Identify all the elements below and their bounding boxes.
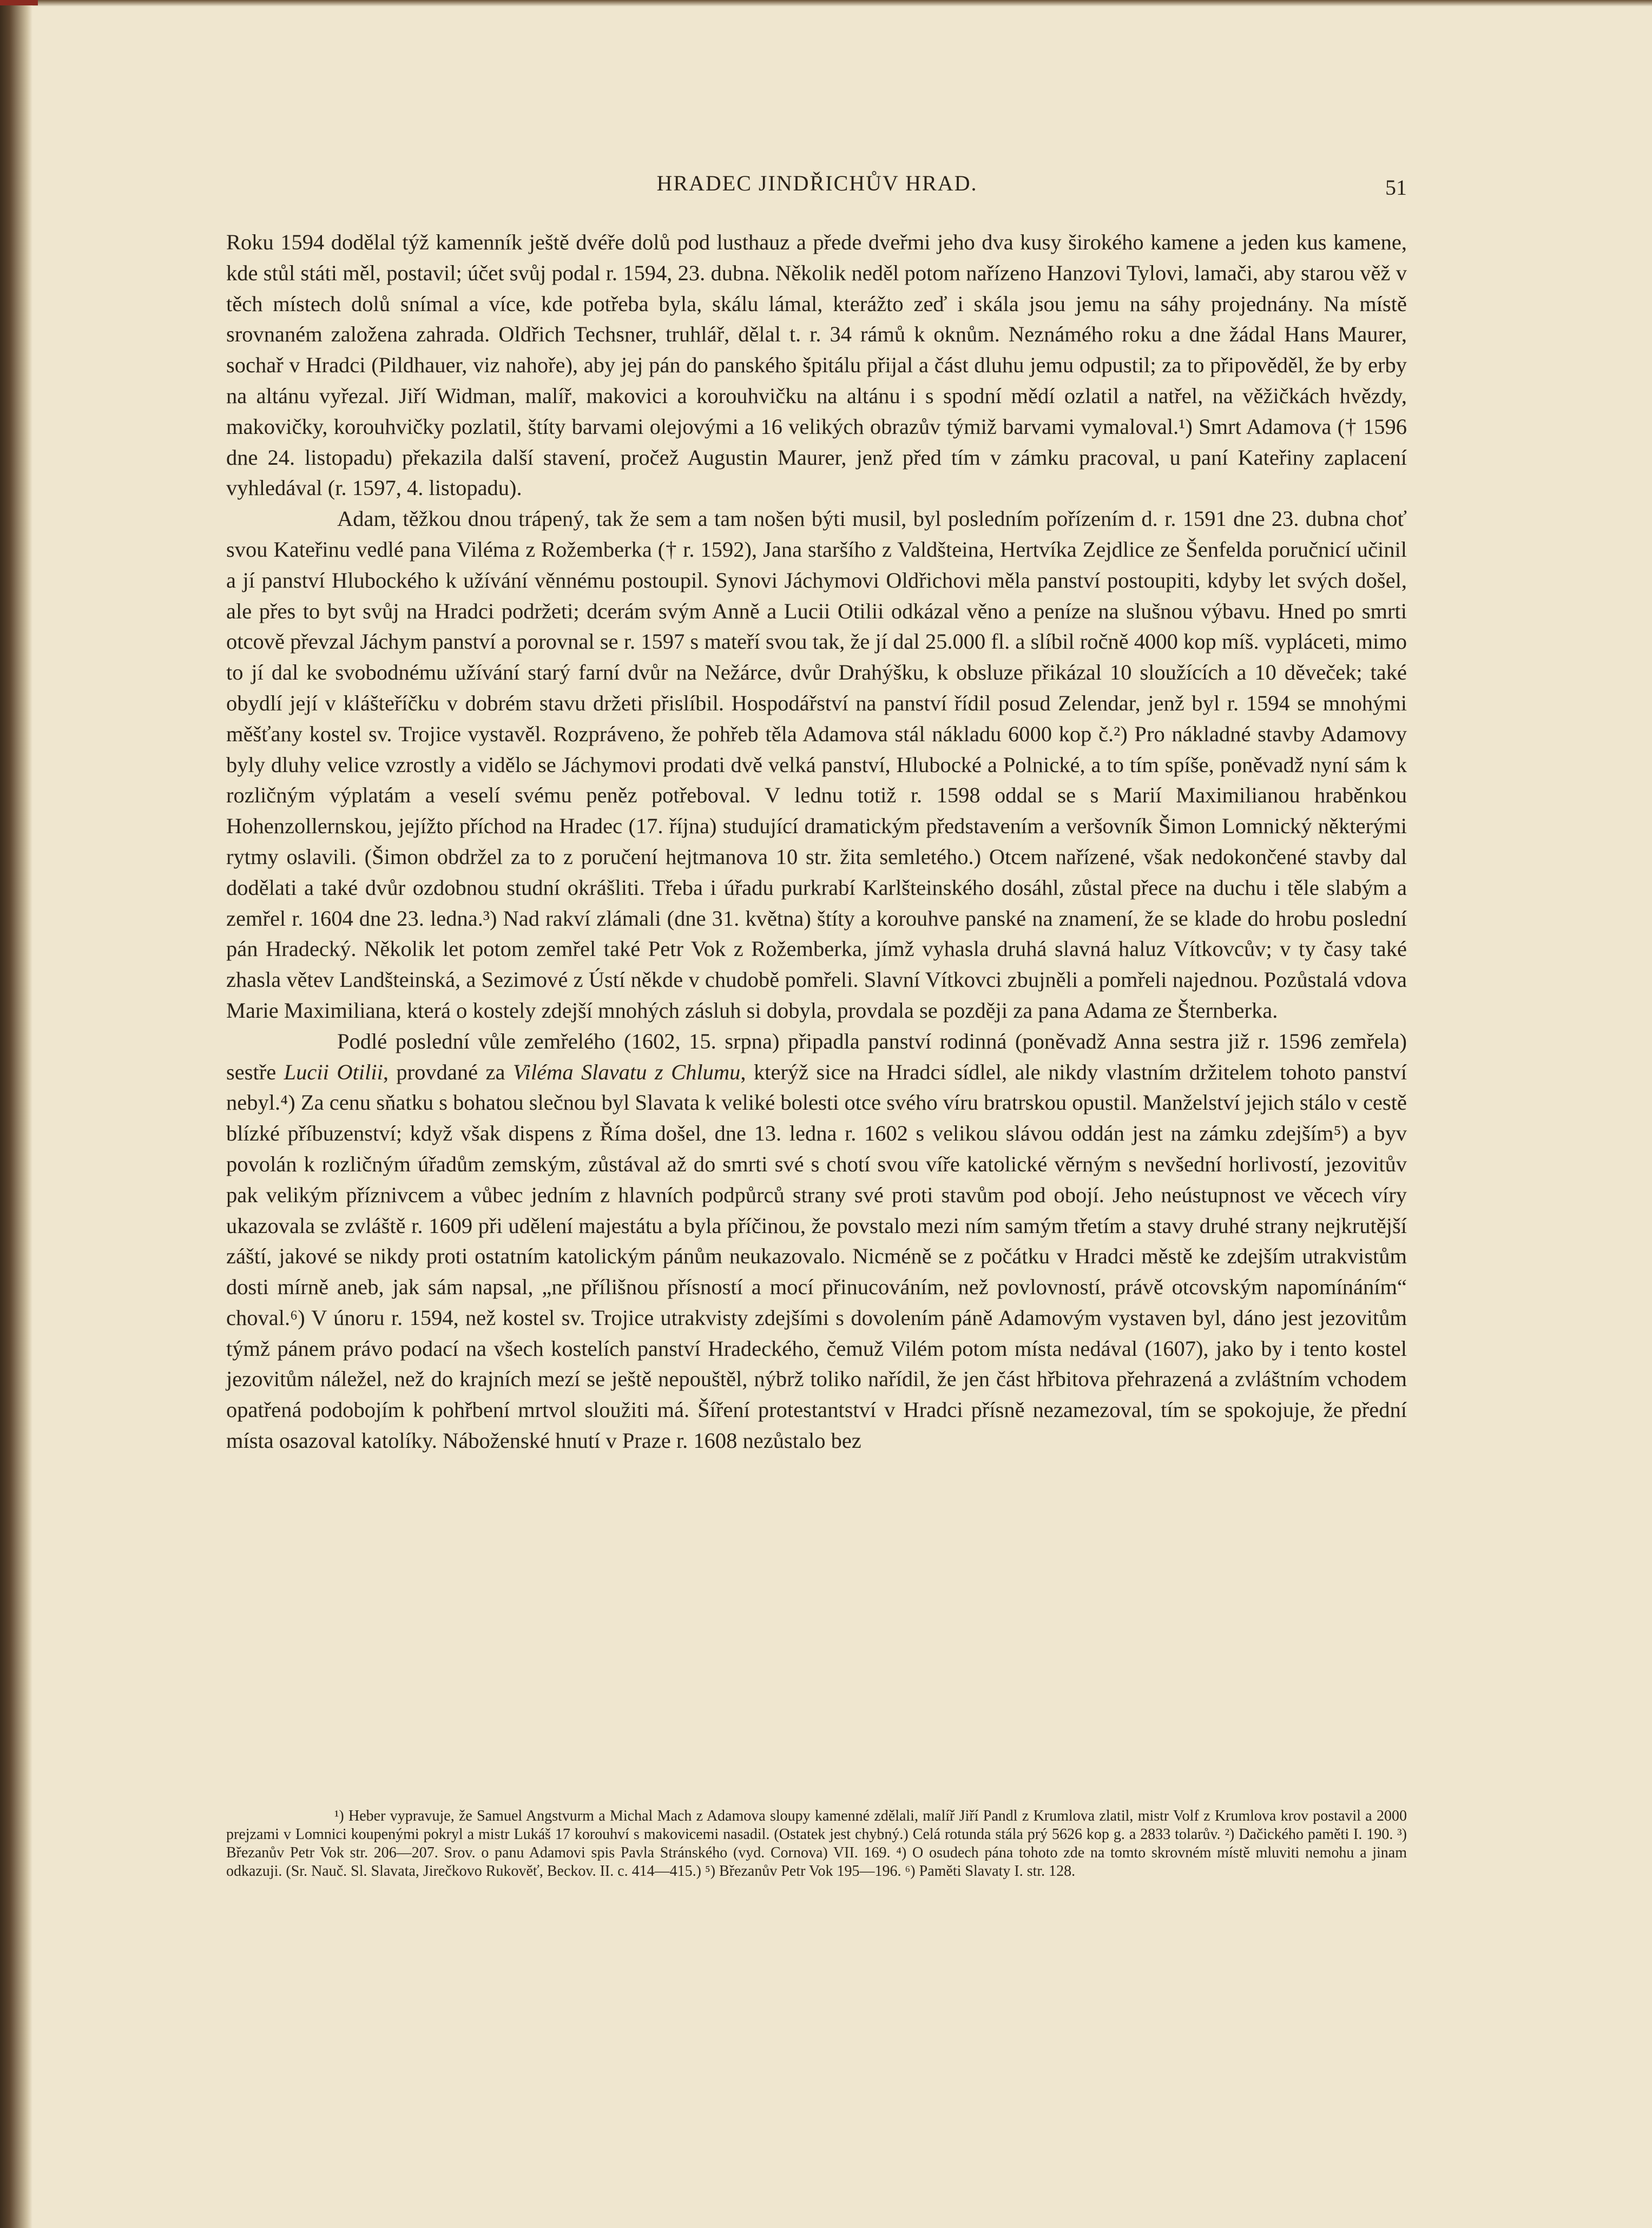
running-title: HRADEC JINDŘICHŮV HRAD. — [656, 171, 978, 195]
red-corner-mark — [0, 0, 38, 5]
body-text — [226, 227, 1407, 1456]
footnotes — [226, 1807, 1407, 1881]
running-head — [227, 170, 1407, 203]
footnote-ref-6: ⁶) — [290, 1305, 305, 1330]
footnote-ref-4: ⁴) — [280, 1090, 295, 1115]
footnote-ref-1: ¹) — [1179, 414, 1193, 439]
italic-name-lucie: Lucii Otilii — [284, 1059, 383, 1084]
paragraph-3-part-f: V únoru r. 1594, než kostel sv. Trojice utrakvisty zdejšími s dovolením páně Adamovým vystaven byl, dáno jest jezovitům týmž pánem právo podací na všech kostelích panství Hradeckého, čemuž Vilém potom místa nedával (1607), jako by i tento kostel jezovitům náležel, než do krajních mezí se ještě nepouštěl, nýbrž toliko nařídil, že jen část hřbitova přehrazená a zvláštním vchodem opatřená podobojím k pohřbení mrtvol sloužiti má. Šíření protestantství v Hradci přísně nezamezoval, tím se spokojuje, že přední místa osazoval katolíky. Náboženské hnutí v Praze r. 1608 nezůstalo bez — [226, 1305, 1407, 1453]
italic-name-vilem: Viléma Slavatu z Chlumu — [512, 1059, 741, 1084]
paragraph-3-part-b: , provdané za — [383, 1059, 513, 1084]
footnote-ref-3: ³) — [483, 906, 497, 931]
paragraph-1-text: Roku 1594 dodělal týž kamenník ještě dvéře dolů pod lusthauz a přede dveřmi jeho dva kusy širokého kamene a jeden kus kamene, kde stůl státi měl, postavil; účet svůj podal r. 1594, 23. dubna. Několik neděl potom nařízeno Hanzovi Tylovi, lamači, aby starou věž v těch místech dolů snímal a více, kde potřeba byla, skálu lámal, kterážto zeď i skála jsou jemu na sáhy projednány. Na místě srovnaném založena zahrada. Oldřich Techsner, truhlář, dělal t. r. 34 rámů k oknům. Neznámého roku a dne žádal Hans Maurer, sochař v Hradci (Pildhauer, viz nahoře), aby jej pán do panského špitálu přijal a část dluhu jemu odpustil; za to připověděl, že by erby na altánu vyřezal. Jiří Widman, malíř, makovici a korouhvičku na altánu i s spodní mědí ozlatil a natřel, na věžičkách hvězdy, makovičky, korouhvičky pozlatil, štíty barvami olejovými a 16 velikých obrazův týmiž barvami vymaloval. — [226, 230, 1407, 439]
paragraph-2-part-c: Nad rakví zlámali (dne 31. května) štíty a korouhve panské na znamení, že se klade do hrobu poslední pán Hradecký. Několik let potom zemřel také Petr Vok z Rožemberka, jímž vyhasla druhá slavná haluz Vítkovcův; v ty časy také zhasla větev Landšteinská, a Sezimové z Ústí někde v chudobě pomřeli. Slavní Vítkovci zbujněli a pomřeli najednou. Pozůstalá vdova Marie Maximiliana, která o kostely zdejší mnohých zásluh si dobyla, provdala se později za pana Adama ze Šternberka. — [226, 906, 1407, 1023]
paragraph-2-part-b: Pro nákladné stavby Adamovy byly dluhy velice vzrostly a vidělo se Jáchymovi prodati dvě velká panství, Hlubocké a Polnické, a to tím spíše, poněvadž nyní sám k rozličným výplatám a veselí svému peněz potřeboval. V lednu totiž r. 1598 oddal se s Marií Maximilianou hraběnkou Hohenzollernskou, jejížto příchod na Hradec (17. října) studující dramatickým představením a veršovník Šimon Lomnický některými rytmy oslavili. (Šimon obdržel za to z poručení hejtmanova 10 str. žita semletého.) Otcem nařízené, však nedokončené stavby dal dodělati a také dvůr ozdobnou studní okrášliti. Třeba i úřadu purkrabí Karlšteinského dosáhl, zůstal přece na duchu i těle slabým a zemřel r. 1604 dne 23. ledna. — [226, 721, 1407, 931]
page-number: 51 — [1385, 175, 1407, 200]
paragraph-1-end: Smrt Adamova († 1596 dne 24. listopadu) překazila další stavení, pročež Augustin Maurer, jenž před tím v zámku pracoval, u paní Kateřiny zaplacení vyhledával (r. 1597, 4. listopadu). — [226, 414, 1407, 500]
paragraph-3 — [226, 1026, 1407, 1456]
page-top-edge — [0, 0, 1652, 6]
paragraph-3-part-c: , kterýž sice na Hradci sídlel, ale nikdy vlastním držitelem tohoto panství nebyl. — [226, 1059, 1407, 1115]
page-binding-edge — [0, 0, 32, 2228]
paragraph-2-text: Adam, těžkou dnou trápený, tak že sem a tam nošen býti musil, byl posledním pořízením d. r. 1591 dne 23. dubna choť svou Kateřinu vedlé pana Viléma z Rožemberka († r. 1592), Jana staršího z Valdšteina, Hertvíka Zejdlice ze Šenfelda poručnicí učinil a jí panství Hlubockého k užívání věnnému postoupil. Synovi Jáchymovi Oldřichovi měla panství postoupiti, kdyby let svých došel, ale přes to byt svůj na Hradci podržeti; dcerám svým Anně a Lucii Otilii odkázal věno a peníze na slušnou výbavu. Hned po smrti otcově převzal Jáchym panství a porovnal se r. 1597 s mateří svou tak, že jí dal 25.000 fl. a slíbil ročně 4000 kop míš. vypláceti, mimo to jí dal ke svobodnému užívání starý farní dvůr na Nežárce, dvůr Drahýšku, k obsluze přikázal 10 sloužících a 10 děveček; také obydlí její v klášteříčku v dobrém stavu držeti přislíbil. Hospodářství na panství řídil posud Zelendar, jenž byl r. 1594 se mnohými měšťany kostel sv. Trojice vystavěl. Rozpráveno, že pohřeb těla Adamova stál nákladu 6000 kop č. — [226, 506, 1407, 746]
footnotes-text: ¹) Heber vypravuje, že Samuel Angstvurm a Michal Mach z Adamova sloupy kamenné zdělali, malíř Jiří Pandl z Krumlova zlatil, mistr Volf z Krumlova krov postavil a 2000 prejzami v Lomnici koupenými pokryl a mistr Lukáš 17 korouhví s makovicemi nasadil. (Ostatek jest chybný.) Celá rotunda stála prý 5626 kop g. a 2833 tolarův. ²) Dačického paměti I. 190. ³) Březanův Petr Vok str. 206—207. Srov. o panu Adamovi spis Pavla Stránského (vyd. Cornova) VII. 169. ⁴) O osudech pána tohoto zde na tomto skrovném místě mluviti nemohu a jinam odkazuji. (Sr. Nauč. Sl. Slavata, Jirečkovo Rukověť, Beckov. II. c. 414—415.) ⁵) Březanův Petr Vok 195—196. ⁶) Paměti Slavaty I. str. 128. — [226, 1808, 1407, 1880]
paragraph-3-part-e: a byv povolán k rozličným úřadům zemským, zůstával až do smrti své s chotí svou víře katolické věrným s nevšední horlivostí, jezovitův pak velikým příznivcem a vůbec jedním z hlavních podpůrců strany své proti stavům pod obojí. Jeho neústupnost ve věcech víry ukazovala se zvláště r. 1609 při udělení majestátu a byla příčinou, že povstalo mezi ním samým třetím a stavy druhé strany nejkrutější záští, jakové se nikdy proti ostatním katolickým pánům neukazovalo. Nicméně se z počátku v Hradci městě ke zdejším utrakvistům dosti mírně aneb, jak sám napsal, „ne přílišnou přísností a mocí přinucováním, než povlovností, právě otcovským napomínáním“ choval. — [226, 1121, 1407, 1330]
footnote-ref-5: ⁵) — [1333, 1121, 1349, 1146]
paragraph-1 — [226, 227, 1407, 504]
paragraph-2 — [226, 504, 1407, 1026]
paragraph-3-part-d: Za cenu sňatku s bohatou slečnou byl Slavata k veliké bolesti otce svého víru bratrskou opustil. Manželství jejich stálo v cestě blízké příbuzenství; když však dispens z Říma došel, dne 13. ledna r. 1602 s velikou slávou oddán jest na zámku zdejším — [226, 1090, 1407, 1146]
footnote-ref-2: ²) — [1114, 721, 1128, 746]
paragraph-3-text: Podlé poslední vůle zemřelého (1602, 15. srpna) připadla panství rodinná (poněvadž Anna sestra již r. 1596 zemřela) sestře — [226, 1029, 1407, 1084]
